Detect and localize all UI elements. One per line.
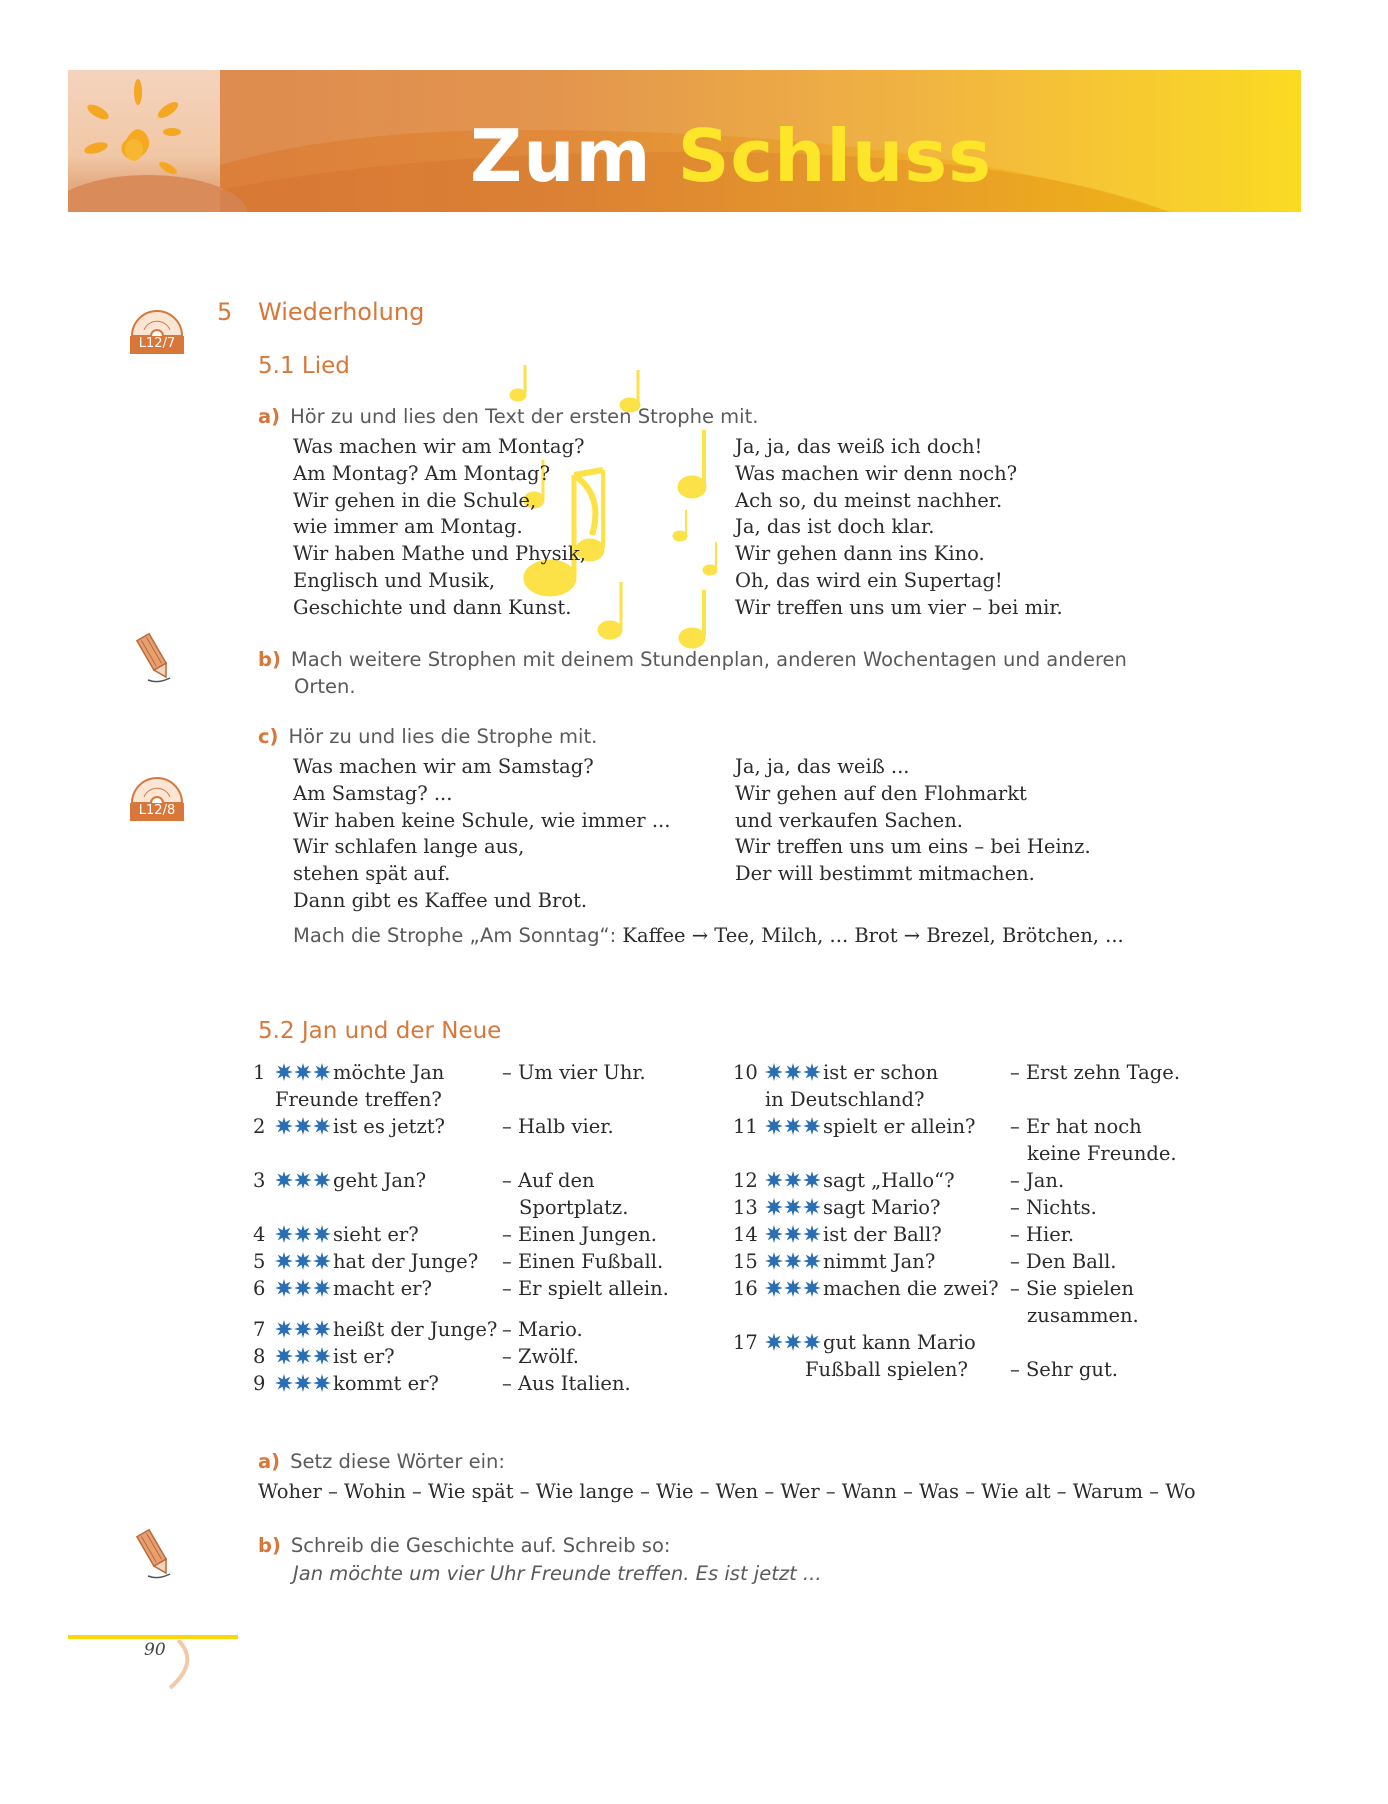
task-letter: a) [258,405,281,428]
question-words: ist der Ball? [823,1223,942,1246]
question-text [275,1059,444,1086]
verse-line: Am Montag? Am Montag? [293,461,551,485]
question-text [765,1275,999,1302]
item-number: 10 [733,1061,758,1084]
question-text [275,1113,445,1140]
sonntag-task [293,924,1124,947]
instruction-text: Mach weitere Strophen mit deinem Stundenplan, anderen Wochentagen und anderen [290,648,1127,671]
verse-line: Was machen wir am Samstag? [293,755,594,778]
answer-text: – Einen Fußball. [502,1250,664,1273]
example-sentence: Jan möchte um vier Uhr Freunde treffen. Es ist jetzt ... [293,1562,822,1585]
answer-text: – Zwölf. [502,1344,579,1368]
stars-icon [275,1320,331,1338]
verse-line: Geschichte und dann Kunst. [293,595,572,619]
answer-text: – Einen Jungen. [502,1223,657,1246]
item-number: 13 [733,1196,758,1219]
question-text [765,1221,942,1248]
question-words: ist er? [333,1344,395,1368]
stars-icon [765,1198,821,1216]
sun-photo [68,70,220,212]
section-title: Wiederholung [258,298,425,326]
stars-icon [275,1117,331,1135]
task-letter: a) [258,1450,281,1473]
question-words: sagt „Hallo“? [823,1169,955,1192]
verse1-left [293,434,586,622]
verse-line: Was machen wir denn noch? [735,461,1018,485]
question-text [275,1343,395,1370]
sun-icon [68,70,220,212]
verse-line: Wir gehen auf den Flohmarkt [735,781,1027,805]
instruction-text: Hör zu und lies den Text der ersten Strophe mit. [290,405,759,428]
verse2-left [293,754,670,915]
verse-line: Dann gibt es Kaffee und Brot. [293,888,588,912]
answer-text: – Er hat noch [1010,1115,1142,1138]
page-banner [68,70,1301,212]
answer-text: – Um vier Uhr. [502,1061,646,1084]
item-number: 11 [733,1115,758,1138]
question-text [275,1316,497,1343]
answer-text: – Erst zehn Tage. [1010,1061,1181,1084]
stars-icon [765,1225,821,1243]
question-words: ist es jetzt? [333,1115,446,1138]
item-number: 3 [253,1169,266,1192]
question-words: sieht er? [333,1223,419,1246]
stars-icon [275,1171,331,1189]
page-title [470,114,992,198]
stars-icon [765,1171,821,1189]
answer-continuation: Sportplatz. [519,1196,629,1219]
stars-icon [765,1333,821,1351]
question-text [765,1113,976,1140]
question-text [765,1167,955,1194]
answer-text: – Jan. [1010,1169,1065,1192]
stars-icon [275,1347,331,1365]
pencil-icon [130,1528,180,1580]
stars-icon [765,1117,821,1135]
answer-text: – Auf den [502,1169,595,1192]
verse-line: Oh, das wird ein Supertag! [735,568,1003,592]
answer-text: – Aus Italien. [502,1371,631,1395]
item-number: 4 [253,1223,266,1246]
question-text [275,1275,432,1302]
stars-icon [275,1279,331,1297]
answer-text: – Den Ball. [1010,1250,1117,1273]
verse2-right [735,754,1091,888]
answer-text: – Mario. [502,1317,583,1341]
item-number: 15 [733,1250,758,1273]
item-number: 8 [253,1344,266,1368]
question-text [275,1221,419,1248]
cd-track-label: L12/8 [138,803,176,818]
verse-line: Ja, ja, das weiß ich doch! [735,435,983,458]
verse-line: Ja, ja, das weiß ... [735,755,910,778]
verse-line: wie immer am Montag. [293,515,523,539]
task-letter: c) [258,725,279,748]
subsection-title-2: 5.2 Jan und der Neue [258,1018,502,1044]
answer-continuation: zusammen. [1027,1304,1139,1327]
question-words: spielt er allein? [823,1115,976,1138]
task-text: Kaffee → Tee, Milch, ... Brot → Brezel, Brötchen, ... [622,924,1124,947]
cd-badge-1 [130,300,184,358]
task-letter: b) [258,648,281,671]
stars-icon [765,1252,821,1270]
question-words: hat der Junge? [333,1250,479,1273]
lied-a-instruction [258,405,758,428]
stars-icon [275,1252,331,1270]
question-words: sagt Mario? [823,1196,941,1219]
verse-line: Ja, das ist doch klar. [735,515,935,539]
subsection-title: 5.1 Lied [258,353,350,379]
task-letter: b) [258,1534,281,1557]
item-number: 17 [733,1331,758,1354]
question-text [765,1248,935,1275]
lied-b-instruction [258,646,1127,700]
stars-icon [275,1225,331,1243]
verse-line: Ach so, du meinst nachher. [735,488,1003,512]
item-number: 7 [253,1317,266,1341]
verse-line: stehen spät auf. [293,862,451,886]
verse-line: Der will bestimmt mitmachen. [735,862,1035,886]
question-words: kommt er? [333,1371,439,1395]
question-text [275,1370,439,1397]
item-number: 5 [253,1250,266,1273]
item-number: 1 [253,1061,266,1084]
item-number: 9 [253,1371,266,1395]
answer-text: – Halb vier. [502,1115,614,1138]
title-word-1: Zum [470,114,652,198]
pencil-icon [130,632,180,684]
title-word-2: Schluss [677,114,993,198]
verse-line: Wir schlafen lange aus, [293,835,525,859]
jan-b-instruction [258,1534,670,1557]
question-text [765,1194,941,1221]
jan-a-instruction [258,1450,505,1473]
section-number: 5 [217,298,233,326]
stars-icon [275,1063,331,1081]
question-words: ist er schon [823,1061,939,1084]
answer-text: – Hier. [1010,1223,1075,1246]
instruction-text: Hör zu und lies die Strophe mit. [288,725,598,748]
answer-continuation: keine Freunde. [1027,1142,1177,1165]
question-text [275,1167,426,1194]
verse1-right [735,434,1063,622]
verse-line: Wir treffen uns um eins – bei Heinz. [735,835,1091,859]
item-number: 14 [733,1223,758,1246]
item-number: 12 [733,1169,758,1192]
verse-line: Wir haben Mathe und Physik, [293,542,586,566]
instruction-text: Setz diese Wörter ein: [290,1450,505,1473]
item-number: 16 [733,1277,758,1300]
question-continuation: Fußball spielen? [805,1358,968,1381]
question-text [765,1329,976,1356]
question-words: heißt der Junge? [333,1317,498,1341]
question-continuation: Freunde treffen? [275,1088,442,1111]
cd-badge-2 [130,767,184,825]
verse-line: Wir gehen in die Schule, [293,488,537,512]
question-continuation: in Deutschland? [765,1088,925,1111]
stars-icon [275,1374,331,1392]
answer-text: – Er spielt allein. [502,1277,669,1300]
question-words: geht Jan? [333,1169,427,1192]
answer-text: – Sie spielen [1010,1277,1134,1300]
question-words: gut kann Mario [823,1331,976,1354]
instruction-text: Orten. [294,675,356,698]
verse-line: Englisch und Musik, [293,568,496,592]
lied-c-instruction [258,725,597,748]
verse-line: Wir gehen dann ins Kino. [735,542,985,566]
question-text [765,1059,938,1086]
item-number: 2 [253,1115,266,1138]
question-words: nimmt Jan? [823,1250,936,1273]
footer-line [68,1635,238,1639]
task-label: Mach die Strophe „Am Sonntag“: [293,924,617,947]
cd-track-label: L12/7 [138,336,176,351]
page-number: 90 [144,1640,166,1660]
answer-continuation: – Sehr gut. [1010,1358,1119,1381]
verse-line: Am Samstag? ... [293,781,453,805]
instruction-text: Schreib die Geschichte auf. Schreib so: [290,1534,671,1557]
question-text [275,1248,478,1275]
word-list: Woher – Wohin – Wie spät – Wie lange – Wie – Wen – Wer – Wann – Was – Wie alt – Warum – Wo [258,1480,1196,1503]
verse-line: Was machen wir am Montag? [293,435,585,458]
question-words: möchte Jan [333,1061,445,1084]
verse-line: Wir treffen uns um vier – bei mir. [735,595,1063,619]
answer-text: – Nichts. [1010,1196,1097,1219]
item-number: 6 [253,1277,266,1300]
question-words: macht er? [333,1277,432,1300]
stars-icon [765,1279,821,1297]
verse-line: Wir haben keine Schule, wie immer ... [293,808,671,832]
page-corner-swoosh [160,1640,200,1690]
verse-line: und verkaufen Sachen. [735,808,963,832]
question-words: machen die zwei? [823,1277,999,1300]
stars-icon [765,1063,821,1081]
